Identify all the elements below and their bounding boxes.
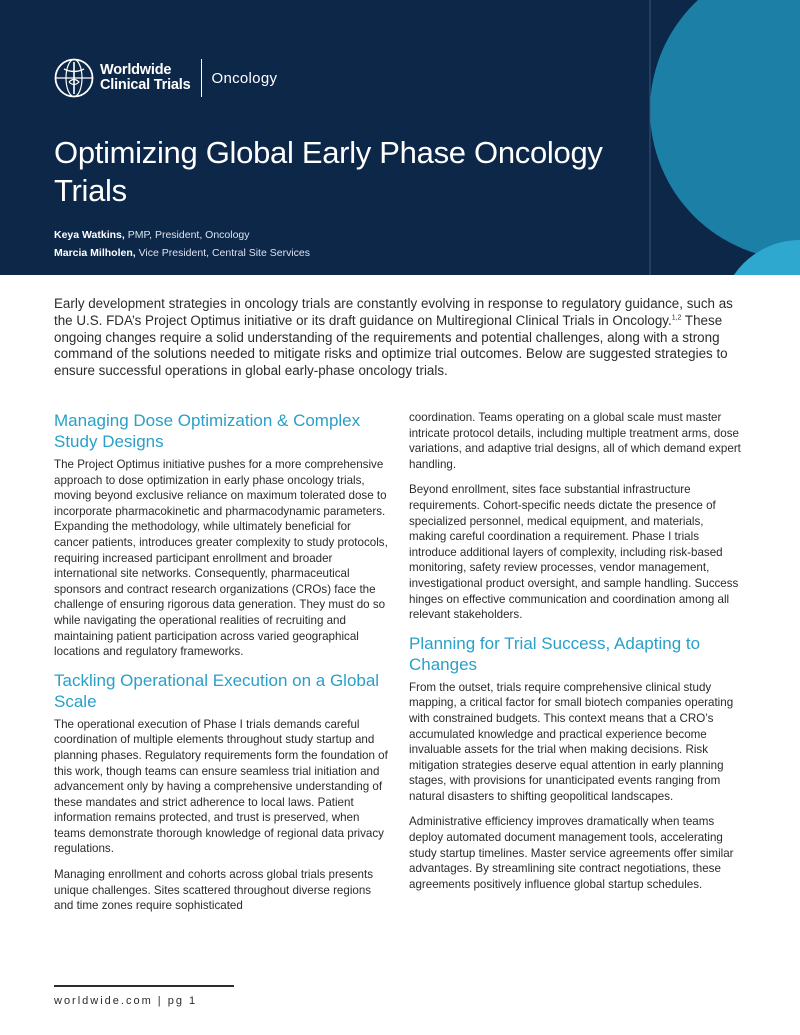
logo-line-1: Worldwide [100, 62, 172, 78]
page-title: Optimizing Global Early Phase Oncology Trials [54, 135, 603, 208]
body-paragraph: coordination. Teams operating on a global scale must master intricate protocol details, including multiple treatment arms, dose variations, and adaptive trial designs, all of which demand expert handling. [409, 411, 741, 471]
author-name: Marcia Milholen, [54, 247, 136, 259]
author-role: Vice President, Central Site Services [138, 247, 310, 259]
body-paragraph: The operational execution of Phase I trials demands careful coordination of multiple elements throughout study startup and planning phases. Regulatory requirements form the foundation of this work, though teams can ensure seamless trial initiation and advancement only by having a comprehensive understanding of these mandates and strict adherence to local laws. Patient information remains protected, and trust is preserved, when teams demonstrate thorough knowledge of regional data privacy regulations. [54, 717, 388, 856]
body-paragraph: Administrative efficiency improves dramatically when teams deploy automated document management tools, accelerating study startup timelines. Master service agreements offer similar advantages. By streamlining site contract negotiations, these agreements positively influence global startup schedules. [409, 815, 734, 891]
decorative-circle-large [650, 0, 800, 260]
section-heading-operational-execution: Tackling Operational Execution on a Global Scale [54, 670, 380, 711]
author-list [54, 226, 310, 262]
author-role: PMP, President, Oncology [127, 229, 250, 241]
company-logo[interactable] [54, 58, 277, 98]
author-name: Keya Watkins, [54, 229, 125, 241]
body-paragraph: The Project Optimus initiative pushes for a more comprehensive approach to dose optimization in early phase oncology trials, moving beyond exclusive reliance on maximum tolerated dose to incorporate pharmacokinetic and pharmacodynamic parameters. Expanding the methodology, while ultimately beneficial for cancer patients, introduces greater complexity to study protocols, requiring increased participant enrollment and broader international site networks. Consequently, pharmaceutical sponsors and contract research organizations (CROs) face the challenge of ensuring rigorous data generation. They must do so while navigating the operational realities of recruiting and maintaining patient participation across varied geographical locations and regulatory frameworks. [54, 458, 388, 659]
author-line [54, 226, 310, 244]
body-paragraph: From the outset, trials require comprehensive clinical study mapping, a critical factor for small biotech companies operating with constrained budgets. This context means that a CRO’s accumulated knowledge and practical experience become invaluable assets for the trial when making decisions. Risk mitigation strategies deserve equal attention in early planning stages, with provisions for unanticipated events ranging from natural disasters to shifting geopolitical landscapes. [409, 680, 734, 803]
header-banner [0, 0, 800, 275]
intro-text-end: These ongoing changes require a solid understanding of the requirements and potential challenges, along with a strong command of the solutions needed to mitigate risks and optimize trial outcomes. Below are suggested strategies to ensure successful operations in global early-phase oncology trials. [54, 312, 728, 379]
left-column [54, 410, 388, 924]
body-paragraph: Beyond enrollment, sites face substantial infrastructure requirements. Cohort-specific needs dictate the presence of specialized personnel, medical equipment, and materials, making careful coordination a requirement. Phase I trials introduce additional layers of complexity, including risk-based monitoring, safety review processes, vendor management, investigational product oversight, and sample handling. Success hinges on effective communication and coordination among all relevant stakeholders. [409, 483, 739, 622]
footnote-reference[interactable]: 1,2 [671, 314, 682, 322]
intro-text-start: Early development strategies in oncology trials are constantly evolving in response to regulatory guidance, such as the U.S. FDA’s Project Optimus initiative or its draft guidance on Multiregional Clinical Trials in Oncology. [54, 296, 733, 328]
section-heading-planning: Planning for Trial Success, Adapting to Changes [409, 633, 701, 674]
intro-paragraph [54, 296, 754, 380]
section-heading-dose-optimization: Managing Dose Optimization & Complex Study Designs [54, 411, 361, 451]
right-column [409, 410, 743, 902]
logo-wordmark [100, 63, 191, 93]
globe-caduceus-icon [54, 58, 94, 98]
logo-line-2: Clinical Trials [100, 77, 191, 93]
body-paragraph: Managing enrollment and cohorts across global trials presents unique challenges. Sites scattered throughout diverse regions and time zones require sophisticated [54, 868, 373, 913]
author-line [54, 244, 310, 262]
logo-divider [201, 59, 202, 97]
footer-page-label[interactable]: worldwide.com | pg 1 [54, 995, 198, 1007]
footer-rule [54, 985, 234, 987]
logo-division-label: Oncology [211, 69, 278, 87]
